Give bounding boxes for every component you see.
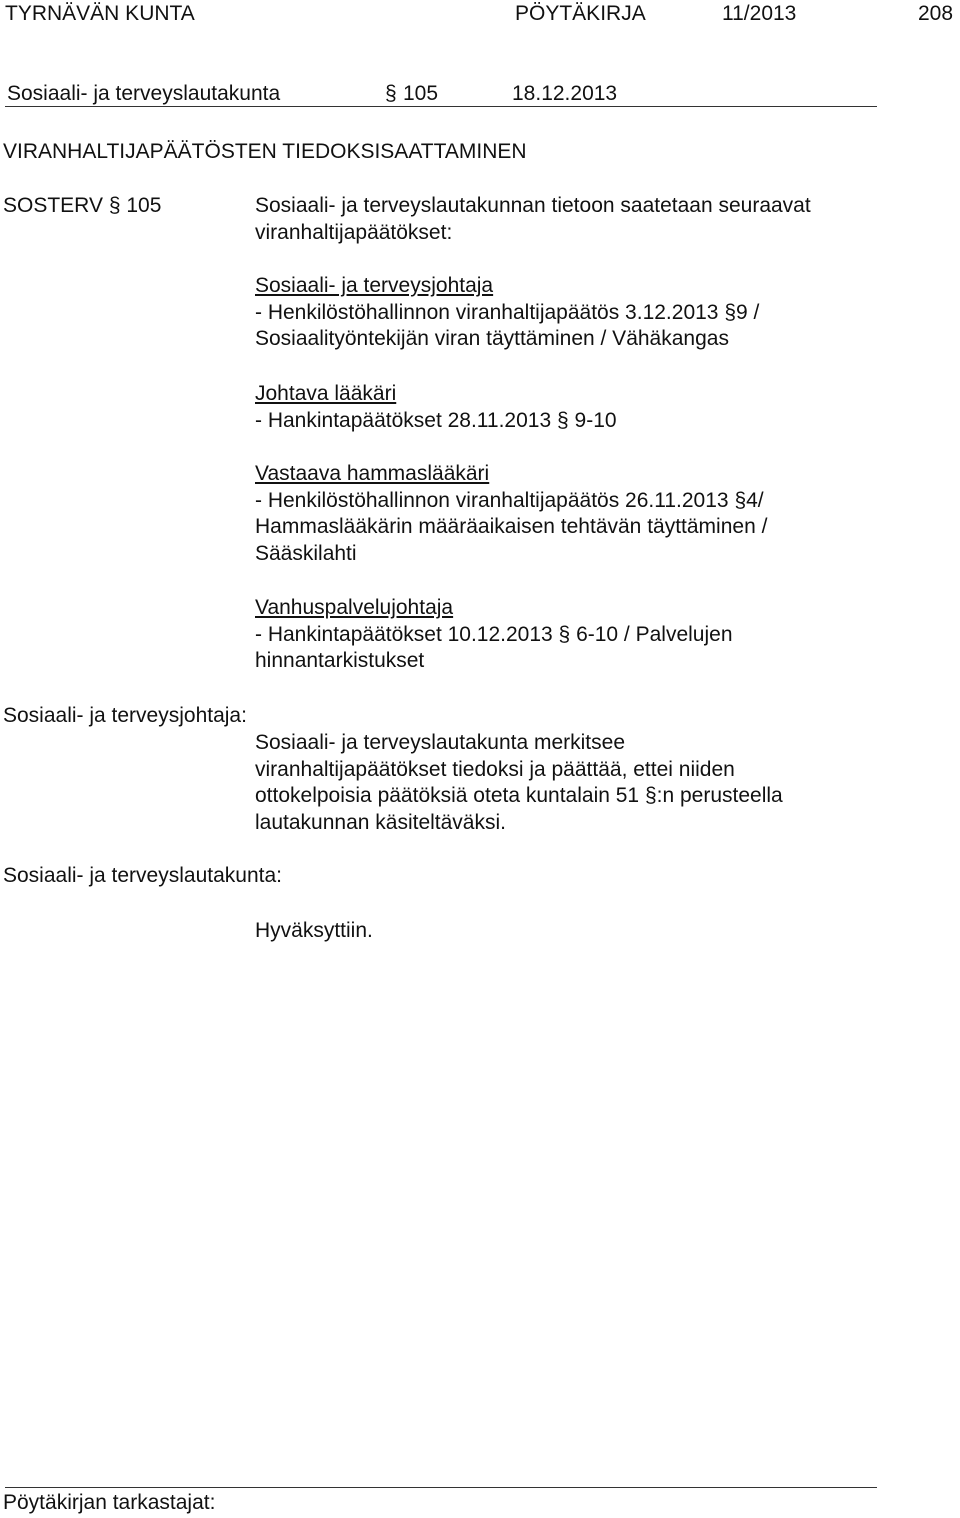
decision-line: Sääskilahti (255, 541, 357, 565)
decision-line: - Henkilöstöhallinnon viranhaltijapäätös 26.11.2013 (255, 488, 735, 512)
resolution-label: Sosiaali- ja terveyslautakunta: (3, 864, 282, 887)
decision-line: hinnantarkistukset (255, 649, 425, 672)
decision-line: Hammaslääkärin määräaikaisen tehtävän täyttäminen / (255, 515, 768, 538)
section-number: 105 (403, 82, 439, 105)
proposal-label: Sosiaali- ja terveysjohtaja: (3, 704, 247, 727)
footer-label: Pöytäkirjan tarkastajat: (3, 1491, 216, 1514)
page-number: 208 (918, 2, 954, 25)
intro-line: viranhaltijapäätökset: (255, 220, 453, 244)
decision-item (255, 381, 617, 434)
case-intro (255, 193, 811, 246)
decision-heading: Sosiaali- ja terveysjohtaja (255, 274, 494, 297)
page-title: VIRANHALTIJAPÄÄTÖSTEN TIEDOKSISAATTAMINEN (3, 140, 527, 163)
meeting-date: 18.12.2013 (512, 82, 618, 105)
proposal-text (255, 730, 783, 836)
decision-line: - Henkilöstöhallinnon viranhaltijapäätös 3.12.2013 (255, 300, 725, 324)
proposal-line-end: :n perusteella (656, 784, 783, 807)
decision-heading: Vanhuspalvelujohtaja (255, 596, 454, 619)
proposal-line: ottokelpoisia päätöksiä oteta kuntalain 51 (255, 784, 645, 807)
section-mark: § (558, 622, 571, 646)
decision-line: Sosiaalityöntekijän viran täyttäminen / Vähäkangas (255, 327, 729, 350)
decision-line: - Hankintapäätökset 10.12.2013 (255, 622, 559, 646)
section-mark: § (557, 408, 569, 432)
proposal-line: viranhaltijapäätökset tiedoksi ja päättää, ettei niiden (255, 757, 735, 781)
footer-rule (5, 1487, 877, 1488)
municipality-name: TYRNÄVÄN KUNTA (5, 2, 195, 25)
board-name: Sosiaali- ja terveyslautakunta (7, 82, 281, 105)
section-mark: § (385, 82, 397, 105)
case-ref-prefix: SOSTERV (3, 194, 103, 217)
document-number: 11/2013 (722, 2, 797, 25)
decision-item (255, 273, 759, 353)
proposal-line: lautakunnan käsiteltäväksi. (255, 810, 506, 834)
decision-line: - Hankintapäätökset 28.11.2013 (255, 408, 557, 432)
header-rule (5, 106, 877, 107)
proposal-line: Sosiaali- ja terveyslautakunta merkitsee (255, 731, 626, 754)
decision-heading: Johtava lääkäri (255, 382, 397, 405)
decision-line-end: 9 / (736, 300, 760, 324)
intro-line: Sosiaali- ja terveyslautakunnan tietoon saatetaan seuraavat (255, 194, 811, 217)
section-mark: § (644, 784, 657, 807)
decision-line-end: 6-10 / Palvelujen (570, 622, 733, 646)
case-section-mark: § (108, 194, 121, 217)
decision-item (255, 595, 733, 675)
document-type: PÖYTÄKIRJA (515, 2, 646, 25)
case-reference (3, 193, 161, 220)
resolution-text: Hyväksyttiin. (255, 919, 373, 942)
decision-heading: Vastaava hammaslääkäri (255, 462, 490, 485)
case-ref-number: 105 (126, 194, 162, 217)
section-mark: § (734, 488, 747, 512)
decision-item (255, 461, 767, 567)
decision-line-end: 4/ (746, 488, 764, 512)
decision-line-end: 9-10 (568, 408, 617, 432)
section-mark: § (724, 300, 736, 324)
